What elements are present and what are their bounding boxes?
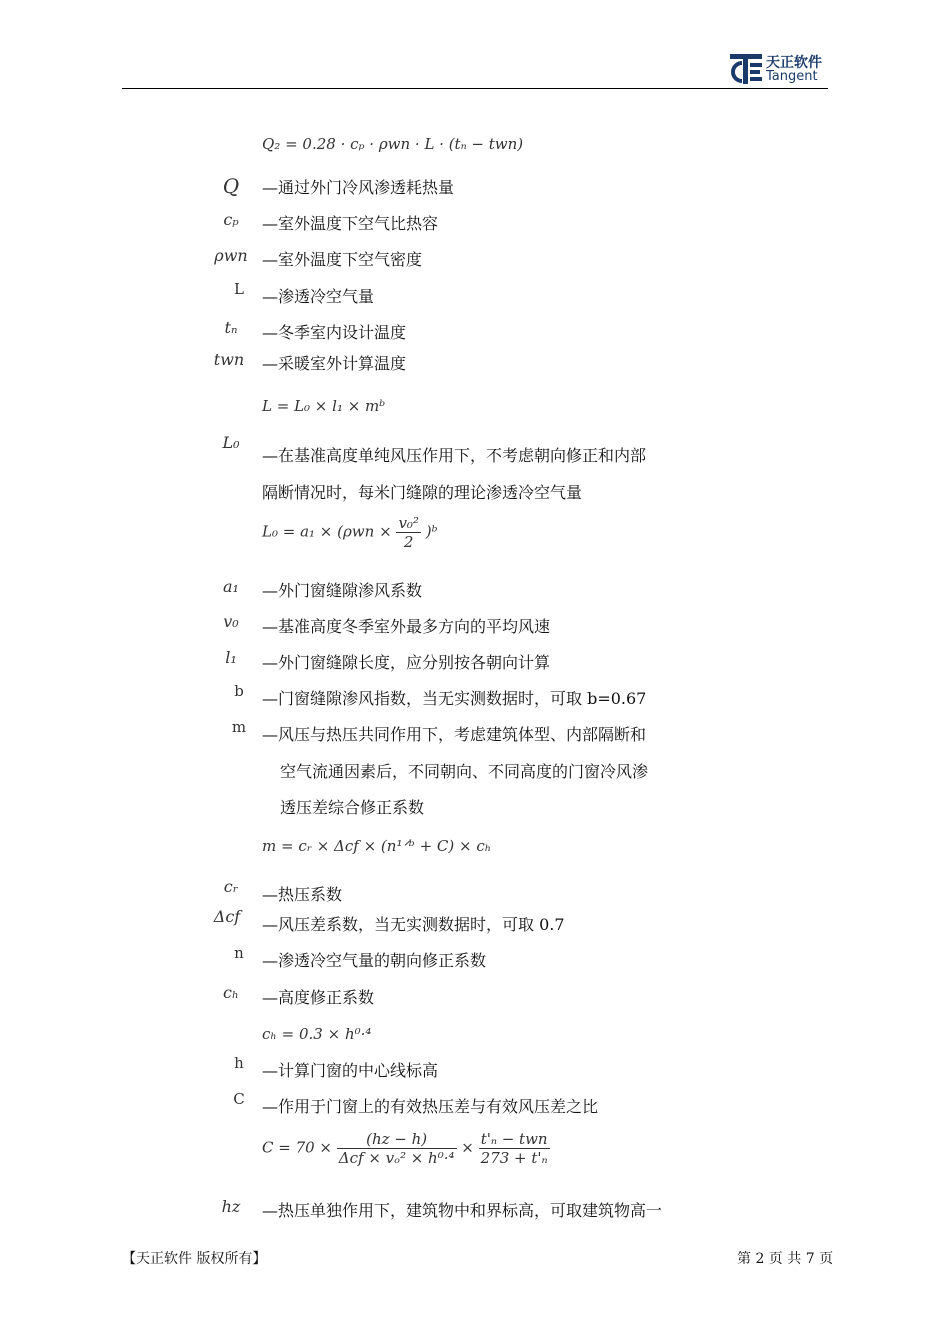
definition-rho-wn: —室外温度下空气密度 [262,250,423,269]
definition-cr: —热压系数 [262,885,343,904]
symbol-hz: hz [221,1197,241,1216]
definition-cp: —室外温度下空气比热容 [262,214,439,233]
definition-m: —风压与热压共同作用下，考虑建筑体型、内部隔断和 [262,725,647,744]
symbol-l: L [234,280,244,298]
symbol-v0: v₀ [223,612,239,631]
footer-copyright: 【天正软件 版权所有】 [122,1251,267,1267]
symbol-n: n [234,944,244,962]
footer-page-number: 第 2 页 共 7 页 [737,1251,834,1267]
definition-tn: —冬季室内设计温度 [262,323,407,342]
symbol-h: h [234,1054,244,1072]
symbol-c: C [233,1090,245,1108]
formula-l0 [262,514,438,551]
definition-l1: —外门窗缝隙长度，应分别按各朝向计算 [262,653,551,672]
symbol-ch: cₕ [223,983,239,1002]
symbol-l0: L₀ [222,433,240,452]
formula-l0-fraction [396,514,421,551]
symbol-tn: tₙ [224,318,238,337]
logo-english-name: Tangent [766,69,818,84]
definition-ch: —高度修正系数 [262,988,375,1007]
formula-m: m = cᵣ × Δcf × (n¹ᐟᵇ + C) × cₕ [262,837,492,855]
symbol-cp: cₚ [223,210,239,229]
tangent-logo [730,52,830,88]
definition-q: —通过外门冷风渗透耗热量 [262,178,455,197]
definition-h: —计算门窗的中心线标高 [262,1061,439,1080]
formula-c-times: × [461,1138,474,1157]
formula-l0-denominator: 2 [403,533,414,551]
definition-m-continued: 空气流通因素后，不同朝向、不同高度的门窗冷风渗 [280,762,649,781]
formula-ch: cₕ = 0.3 × h⁰·⁴ [262,1025,372,1043]
formula-c-lhs: C = 70 × [262,1138,333,1157]
definition-b: —门窗缝隙渗风指数，当无实测数据时，可取 b=0.67 [262,689,647,708]
formula-l0-numerator: v₀² [398,514,419,532]
logo-chinese-name: 天正软件 [766,55,822,71]
formula-c-numerator-2: t'ₙ − twn [479,1130,550,1149]
definition-m-continued-2: 透压差综合修正系数 [280,798,425,817]
symbol-m: m [231,718,247,736]
symbol-rho-wn: ρwn [214,246,248,265]
symbol-b: b [234,682,244,700]
definition-v0: —基准高度冬季室外最多方向的平均风速 [262,617,551,636]
formula-l0-tail: )ᵇ [425,522,438,541]
formula-l0-lhs: L₀ = a₁ × (ρwn × [262,522,392,541]
symbol-l1: l₁ [225,648,237,667]
definition-twn: —采暖室外计算温度 [262,354,407,373]
definition-n: —渗透冷空气量的朝向修正系数 [262,951,487,970]
formula-q2: Q₂ = 0.28 · cₚ · ρwn · L · (tₙ − twn) [262,135,524,153]
header-rule [122,88,828,89]
symbol-q: Q [222,174,240,198]
formula-l: L = L₀ × l₁ × mᵇ [262,397,386,415]
formula-c-denominator-2: 273 + t'ₙ [480,1149,548,1167]
definition-c: —作用于门窗上的有效热压差与有效风压差之比 [262,1097,599,1116]
symbol-cr: cᵣ [223,877,239,896]
definition-hz: —热压单独作用下，建筑物中和界标高，可取建筑物高一 [262,1201,663,1220]
symbol-twn: twn [213,350,245,369]
definition-l0-continued: 隔断情况时，每米门缝隙的理论渗透冷空气量 [262,483,583,502]
symbol-delta-cf: Δcf [213,907,241,926]
definition-l: —渗透冷空气量 [262,287,375,306]
formula-c [262,1130,550,1167]
definition-delta-cf: —风压差系数，当无实测数据时，可取 0.7 [262,915,565,934]
tangent-logo-icon [730,54,762,84]
formula-c-fraction-2 [479,1130,550,1167]
formula-c-fraction-1 [337,1130,457,1167]
definition-a1: —外门窗缝隙渗风系数 [262,581,423,600]
symbol-a1: a₁ [223,577,239,596]
definition-l0: —在基准高度单纯风压作用下，不考虑朝向修正和内部 [262,446,647,465]
formula-c-denominator-1: Δcf × vₒ² × h⁰·⁴ [338,1149,455,1167]
formula-c-numerator-1: (hz − h) [337,1130,457,1149]
